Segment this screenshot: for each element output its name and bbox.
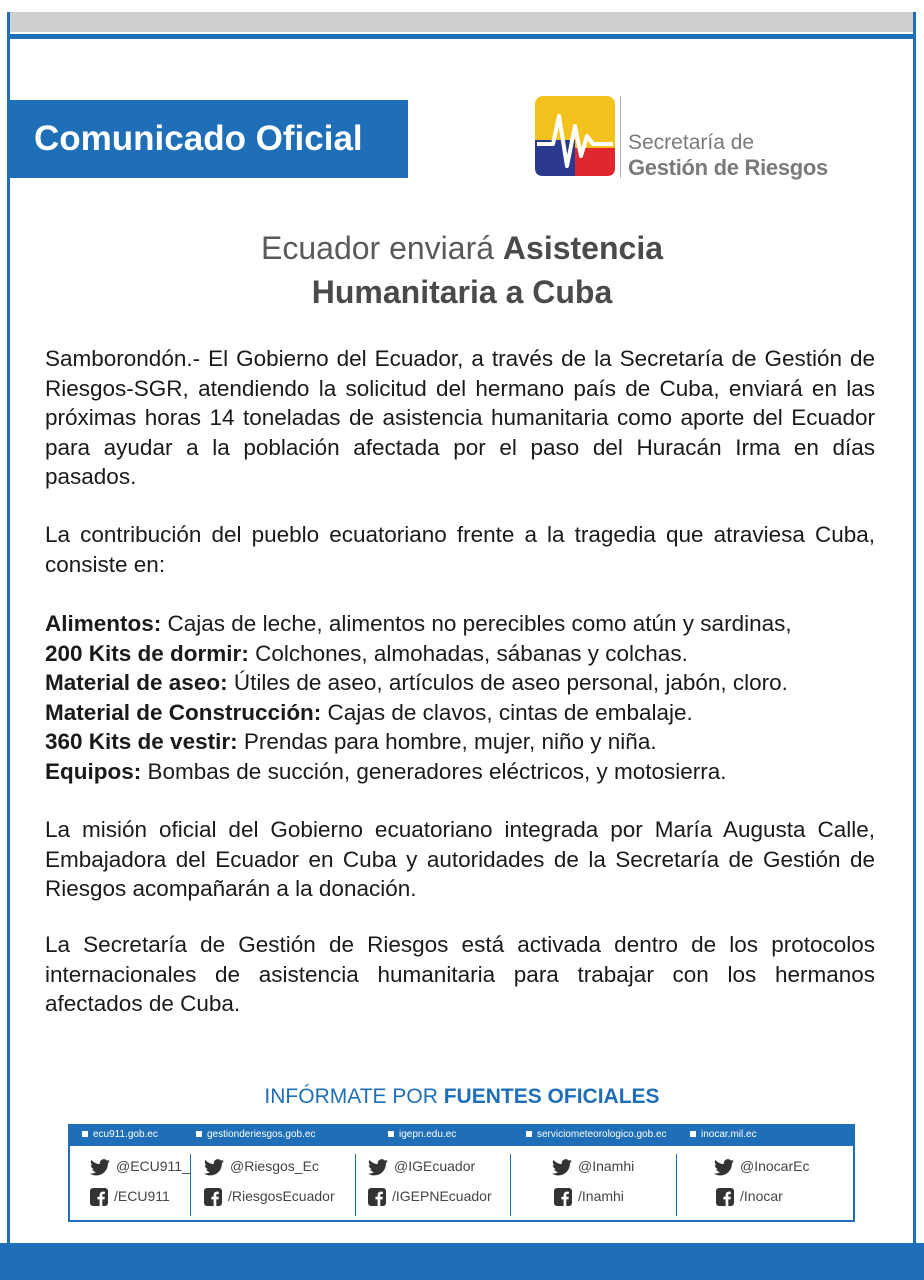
twitter-icon xyxy=(90,1159,110,1176)
list-item: Equipos: Bombas de succión, generadores eléctricos, y motosierra. xyxy=(45,758,727,784)
headline-line2: Humanitaria a Cuba xyxy=(311,274,613,310)
source-site-link[interactable]: serviciometeorologico.gob.ec xyxy=(526,1129,667,1140)
paragraph-intro: Samborondón.- El Gobierno del Ecuador, a través de la Secretaría de Gestión de Riesgos-SGR, atendiendo la solicitud del hermano país de Cuba, enviará en las próximas horas 14 toneladas de asistencia humanitaria como aporte del Ecuador para ayudar a la población afectada por el paso del Huracán Irma en días pasados. xyxy=(45,346,875,489)
column-divider xyxy=(510,1154,511,1216)
column-divider xyxy=(355,1154,356,1216)
list-item: Material de Construcción: Cajas de clavos, cintas de embalaje. xyxy=(45,699,693,725)
list-item: 200 Kits de dormir: Colchones, almohadas, sábanas y colchas. xyxy=(45,640,688,666)
twitter-handle[interactable]: @Riesgos_Ec xyxy=(204,1158,319,1176)
top-gray-bar xyxy=(10,12,913,32)
twitter-handle[interactable]: @ECU911_ xyxy=(90,1158,190,1176)
source-site-link[interactable]: inocar.mil.ec xyxy=(690,1129,757,1140)
column-divider xyxy=(676,1154,677,1216)
twitter-icon xyxy=(368,1159,388,1176)
source-site-link[interactable]: gestionderiesgos.gob.ec xyxy=(196,1129,315,1140)
sources-table xyxy=(68,1124,855,1222)
bottom-blue-band xyxy=(0,1243,924,1280)
facebook-icon xyxy=(204,1188,222,1206)
paragraph-protocols: La Secretaría de Gestión de Riesgos está activada dentro de los protocolos internacionales de asistencia humanitaria para trabajar con los hermanos afectados de Cuba. xyxy=(45,932,875,1016)
headline-line1: Ecuador enviará Asistencia xyxy=(261,230,663,266)
paragraph-contribution: La contribución del pueblo ecuatoriano frente a la tragedia que atraviesa Cuba, consiste en: xyxy=(45,522,875,577)
logo-divider xyxy=(620,96,621,178)
twitter-handle[interactable]: @InocarEc xyxy=(714,1158,809,1176)
facebook-icon xyxy=(90,1188,108,1206)
twitter-icon xyxy=(714,1159,734,1176)
source-site-link[interactable]: igepn.edu.ec xyxy=(388,1129,456,1140)
sources-header-row xyxy=(70,1126,853,1146)
column-divider xyxy=(190,1154,191,1216)
facebook-page[interactable]: /ECU911 xyxy=(90,1188,170,1206)
source-site-link[interactable]: ecu911.gob.ec xyxy=(82,1129,158,1140)
twitter-handle[interactable]: @Inamhi xyxy=(552,1158,634,1176)
logo-text-line1: Secretaría de xyxy=(628,131,755,154)
twitter-icon xyxy=(552,1159,572,1176)
twitter-handle[interactable]: @IGEcuador xyxy=(368,1158,475,1176)
twitter-icon xyxy=(204,1159,224,1176)
paragraph-mission: La misión oficial del Gobierno ecuatoriano integrada por María Augusta Calle, Embajadora del Ecuador en Cuba y autoridades de la Secretaría de Gestión de Riesgos acompañarán a la donación. xyxy=(45,817,875,901)
top-blue-line xyxy=(10,34,913,39)
facebook-page[interactable]: /RiesgosEcuador xyxy=(204,1188,335,1206)
aid-list xyxy=(45,609,875,786)
fuentes-heading: INFÓRMATE POR FUENTES OFICIALES xyxy=(264,1085,660,1108)
comunicado-banner: Comunicado Oficial xyxy=(10,100,408,178)
facebook-page[interactable]: /Inocar xyxy=(716,1188,783,1206)
facebook-icon xyxy=(368,1188,386,1206)
facebook-icon xyxy=(716,1188,734,1206)
logo-text-line2: Gestión de Riesgos xyxy=(628,155,828,180)
facebook-icon xyxy=(554,1188,572,1206)
facebook-page[interactable]: /IGEPNEcuador xyxy=(368,1188,492,1206)
list-item: Material de aseo: Útiles de aseo, artículos de aseo personal, jabón, cloro. xyxy=(45,670,788,695)
facebook-page[interactable]: /Inamhi xyxy=(554,1188,624,1206)
list-item: 360 Kits de vestir: Prendas para hombre, mujer, niño y niña. xyxy=(45,729,657,754)
list-item: Alimentos: Cajas de leche, alimentos no perecibles como atún y sardinas, xyxy=(45,611,792,636)
